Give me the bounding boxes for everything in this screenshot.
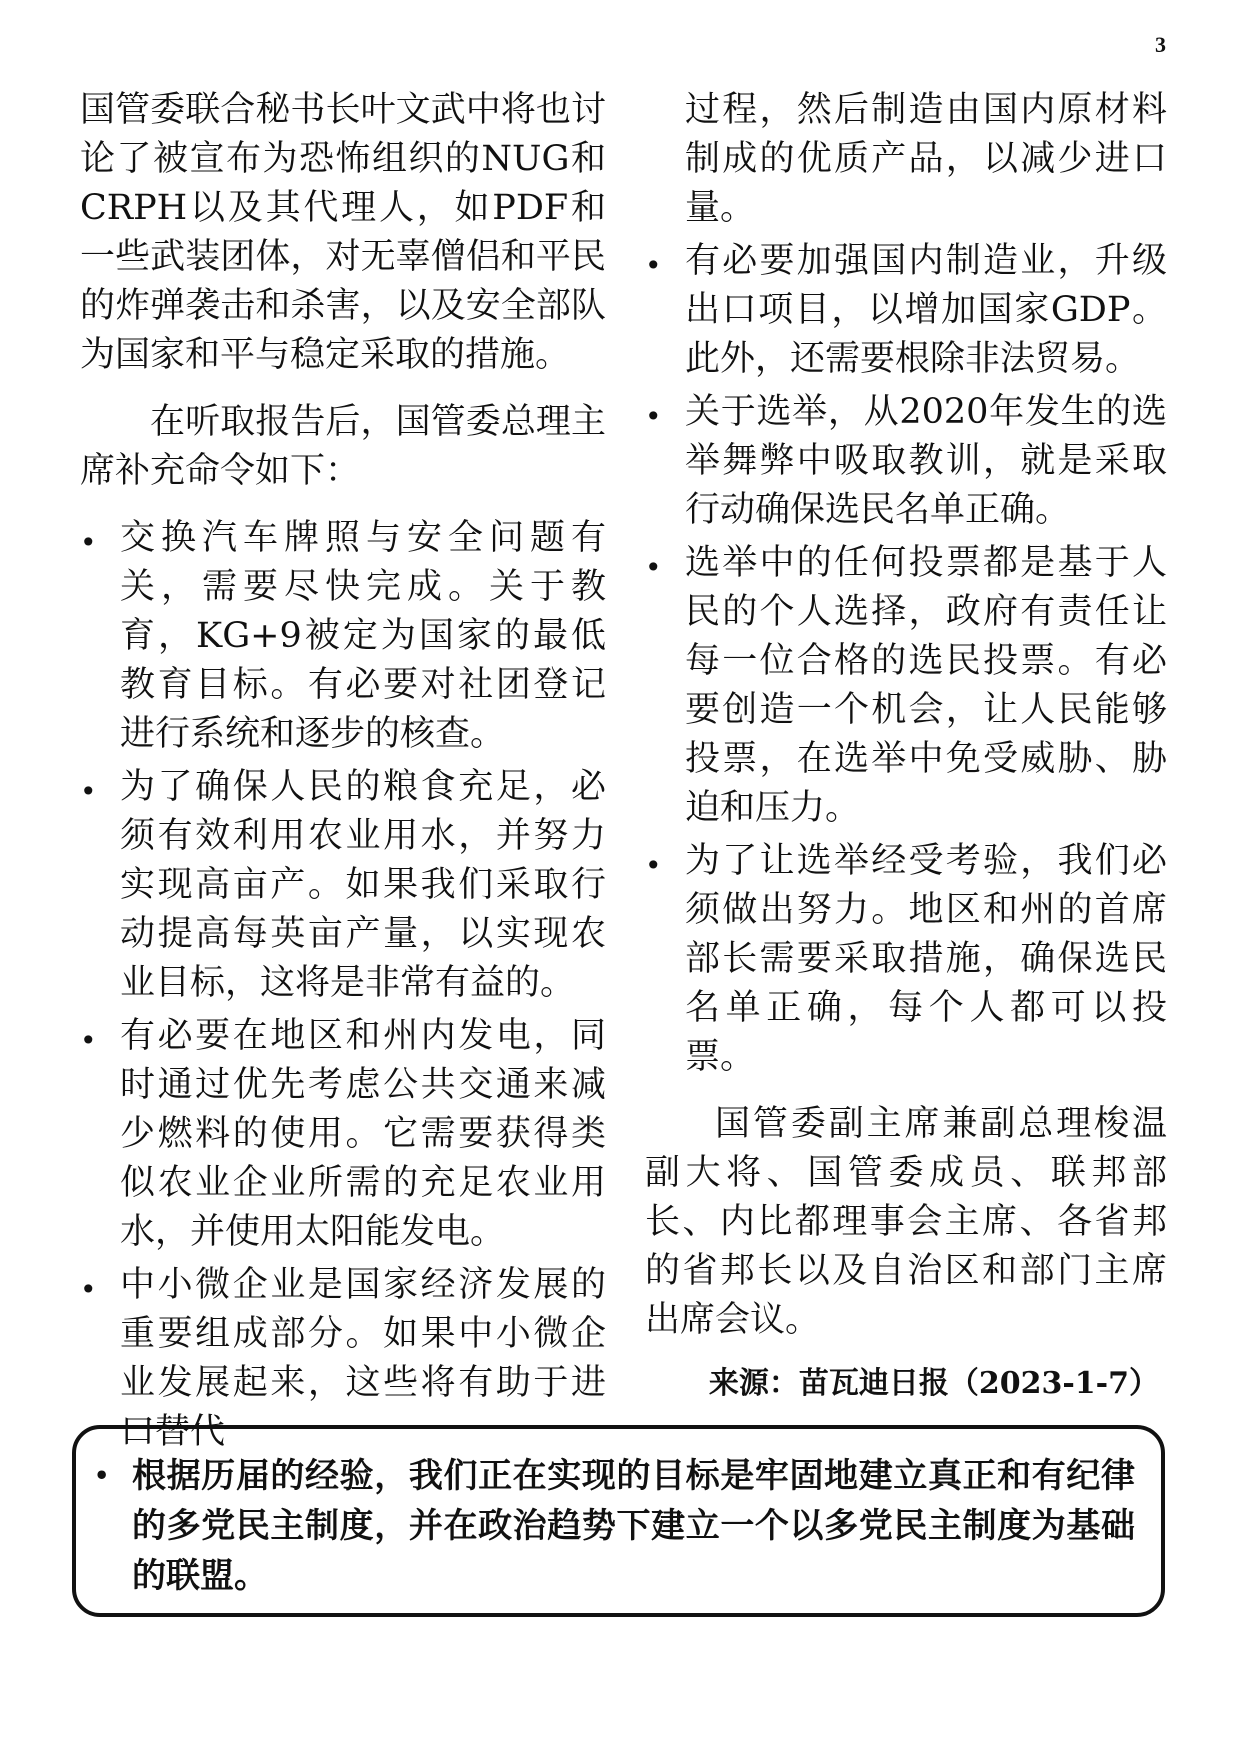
- intro-paragraph: 国管委联合秘书长叶文武中将也讨论了被宣布为恐怖组织的NUG和CRPH以及其代理人，如PDF和一些武装团体，对无辜僧侣和平民的炸弹袭击和杀害，以及安全部队为国家和平与稳定采取的措施。: [80, 90, 606, 375]
- list-item: • 中小微企业是国家经济发展的重要组成部分。如果中小微企业发展起来，这些将有助于进口替代: [80, 1261, 606, 1457]
- list-item: • 为了确保人民的粮食充足，必须有效利用农业用水，并努力实现高亩产。如果我们采取行动提高每英亩产量，以实现农业目标，这将是非常有益的。: [80, 763, 606, 1008]
- callout-item: [94, 1451, 1135, 1601]
- bullet-icon: [80, 1261, 120, 1310]
- list-item: • 交换汽车牌照与安全问题有关，需要尽快完成。关于教育，KG+9被定为国家的最低教育目标。有必要对社团登记进行系统和逐步的核查。: [80, 514, 606, 759]
- list-item: • 为了让选举经受考验，我们必须做出努力。地区和州的首席部长需要采取措施，确保选民名单正确，每个人都可以投票。: [645, 837, 1167, 1082]
- lead-paragraph: 在听取报告后，国管委总理主席补充命令如下：: [80, 402, 606, 491]
- bullet-icon: [645, 237, 685, 286]
- bullet-icon: [80, 1012, 120, 1061]
- continued-text: 过程，然后制造由国内原材料制成的优质产品，以减少进口量。: [685, 90, 1167, 228]
- list-item: • 有必要在地区和州内发电，同时通过优先考虑公共交通来减少燃料的使用。它需要获得类似农业企业所需的充足农业用水，并使用太阳能发电。: [80, 1012, 606, 1257]
- list-item: • 选举中的任何投票都是基于人民的个人选择，政府有责任让每一位合格的选民投票。有必要创造一个机会，让人民能够投票，在选举中免受威胁、胁迫和压力。: [645, 539, 1167, 833]
- left-column: [80, 86, 606, 1457]
- source-citation: 来源：苗瓦迪日报（2023-1-7）: [708, 1366, 1159, 1401]
- bullet-icon: [80, 763, 120, 812]
- bullet-icon: [645, 837, 685, 886]
- page-number: 3: [1155, 32, 1166, 57]
- list-item: • 关于选举，从2020年发生的选举舞弊中吸取教训，就是采取行动确保选民名单正确。: [645, 388, 1167, 535]
- list-item: • 有必要加强国内制造业，升级出口项目，以增加国家GDP。此外，还需要根除非法贸易。: [645, 237, 1167, 384]
- right-column: [645, 86, 1167, 1408]
- right-bullet-list: [645, 237, 1167, 1082]
- left-bullet-list: [80, 514, 606, 1457]
- bullet-icon: [80, 514, 120, 563]
- callout-text: 根据历届的经验，我们正在实现的目标是牢固地建立真正和有纪律的多党民主制度，并在政治趋势下建立一个以多党民主制度为基础的联盟。: [132, 1456, 1135, 1596]
- bullet-icon: [645, 388, 685, 437]
- callout-box: [72, 1425, 1165, 1617]
- bullet-icon: [94, 1451, 132, 1601]
- bullet-icon: [645, 539, 685, 588]
- closing-paragraph: 国管委副主席兼副总理梭温副大将、国管委成员、联邦部长、内比都理事会主席、各省邦的省邦长以及自治区和部门主席出席会议。: [645, 1104, 1167, 1340]
